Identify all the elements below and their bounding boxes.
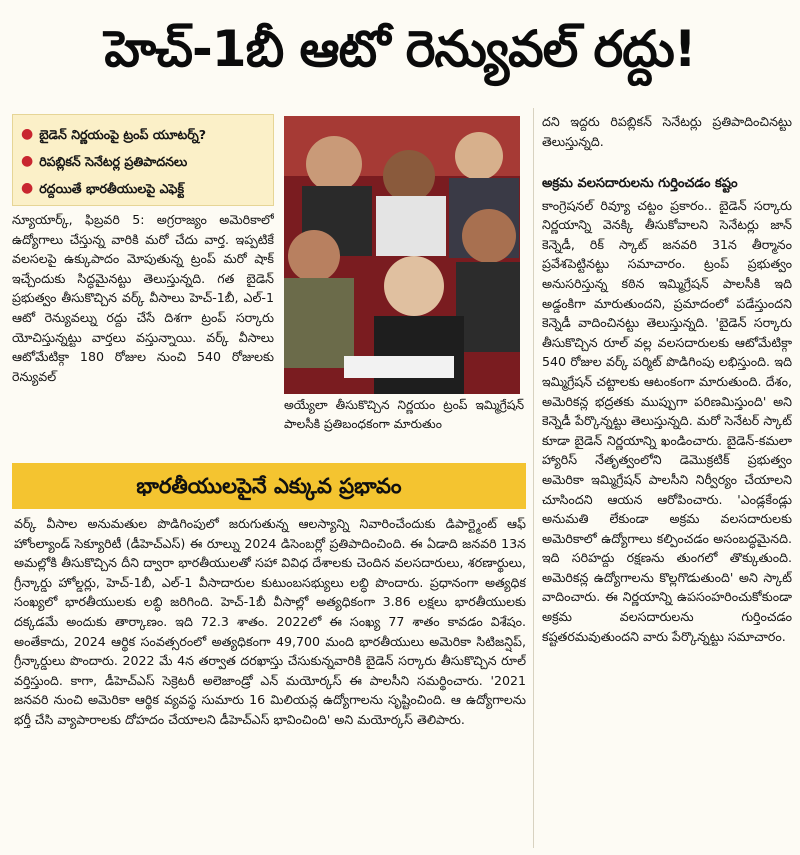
highlight-text: బైడెన్ నిర్ణయంపై ట్రంప్ యూటర్న్? [39, 127, 207, 142]
right-paragraph: కాంగ్రెషనల్ రివ్యూ చట్టం ప్రకారం.. బైడెన్ సర్కారు నిర్ణయాన్ని వెనక్కి తీసుకోవాలని సెనేటర్లు జాన్ కెన్నెడీ, రిక్ స్కాట్ జనవరి 31న తీర్మానం ప్రవేశపెట్టినట్టు సమాచారం. ట్రంప్ ప్రభుత్వం అనుసరిస్తున్న కఠిన ఇమ్మిగ్రేషన్ పాలసీకి ఇది అడ్డంకిగా మారుతుందని, ప్రమాదంలో పడేస్తుందని కెన్నెడీ వాదించినట్టు తెలుస్తున్నది. 'బైడెన్ సర్కారు తీసుకొచ్చిన రూల్ వల్ల వలసదారులకు ఆటోమేటిక్గా 540 రోజుల వర్క్ పర్మిట్ పొడిగింపు లభిస్తుంది. ఇది ఇమ్మిగ్రేషన్ చట్టాలకు ఆటంకంగా మారుతుంది. దేశం, అమెరికన్ల భద్రతకు ముప్పుగా పరిణమిస్తుంది' అని కెన్నెడీ పేర్కొన్నట్టు తెలుస్తున్నది. మరో సెనేటర్ స్కాట్ కూడా బైడెన్ నిర్ణయాన్ని ఖండించారు. బైడెన్-కమలా హ్యారిస్ నేతృత్వంలోని డెమొక్రటిక్ ప్రభుత్వం అమెరికా ఇమ్మిగ్రేషన్ పాలసీని నిర్వీర్యం చేయాలని చూసిందని ఆయన ఆరోపించారు. 'ఎండ్లకేండ్లు అనుమతి లేకుండా అక్రమ వలసదారులకు అమెరికాలో ఉద్యోగాలు కల్పించడం అసంబద్ధమైనది. ఇది సరిహద్దు రక్షణను తుంగలో తొక్కుతుంది. అమెరికన్ల ఉద్యోగాలను కొల్లగొడుతుంది' అని స్కాట్ వాదించారు. ఈ నిర్ణయాన్ని ఉపసంహరించుకోకుండా అక్రమ వలసదారులను గుర్తించడం కష్టతరమవుతుందని వారు పేర్కొన్నట్టు సమాచారం. [542, 197, 792, 644]
highlight-text: రద్దయితే భారతీయులపై ఎఫెక్ట్ [39, 181, 185, 196]
body-paragraph: వర్క్ వీసాల అనుమతుల పొడిగింపులో జరుగుతున్న ఆలస్యాన్ని నివారించేందుకు డిపార్ట్మెంట్ ఆఫ్ హోంల్యాండ్ సెక్యూరిటీ (డీహెచ్ఎస్) ఈ రూల్ను 2024 డిసెంబర్లో ప్రతిపాదించింది. ఈ ఏడాది జనవరి 13న అమల్లోకి తీసుకొచ్చిన దీని ద్వారా భారతీయులతో సహా వివిధ దేశాలకు చెందిన వలసదారులు, శరణార్థులు, గ్రీన్కార్డు హోల్డర్లు, హెచ్-1బీ, ఎల్-1 వీసాదారుల కుటుంబసభ్యులు లబ్ధి పొందారు. ప్రధానంగా అత్యధిక సంఖ్యలో భారతీయులకు లబ్ధి జరిగింది. హెచ్-1బీ వీసాల్లో అత్యధికంగా 3.86 లక్షలు భారతీయులకు దక్కడమే అందుకు తార్కాణం. ఇది 72.3 శాతం. 2022లో ఈ సంఖ్య 77 శాతం కావడం విశేషం. అంతేకాదు, 2024 ఆర్థిక సంవత్సరంలో అత్యధికంగా 49,700 మంది భారతీయులు అమెరికా సిటిజన్షిప్, గ్రీన్కార్డులు పొందారు. 2022 మే 4న తర్వాత దరఖాస్తు చేసుకున్నవారికి బైడెన్ సర్కారు తీసుకొచ్చిన రూల్ వర్తిస్తుంది. కాగా, డీహెచ్ఎస్ సెక్రెటరీ అలెజాండ్రో ఎన్ మయోర్కస్ ఈ పాలసీని సమర్థించారు. '2021 జనవరి నుంచి అమెరికా ఆర్థిక వ్యవస్థ సుమారు 16 మిలియన్ల ఉద్యోగాలను సృష్టించింది. ఆ ఉద్యోగాలను భర్తీ చేసి వ్యాపారాలకు దోహదం చేయాలని డీహెచ్ఎస్ భావించింది' అని మయోర్కస్ తెలిపారు. [14, 516, 526, 727]
highlight-item [21, 148, 267, 175]
lead-paragraph: న్యూయార్క్, ఫిబ్రవరి 5: అగ్రరాజ్యం అమెరికాలో ఉద్యోగాలు చేస్తున్న వారికి మరో చేదు వార్త. ఇప్పటికే వలసలపై ఉక్కుపాదం మోపుతున్న ట్రంప్ మరో షాక్ ఇచ్చేందుకు సిద్ధమైనట్టు తెలుస్తున్నది. గత బైడెన్ ప్రభుత్వం తీసుకొచ్చిన వర్క్ వీసాలు హెచ్-1బీ, ఎల్-1 ఆటో రెన్యువల్ను రద్దు చేసే దిశగా ట్రంప్ సర్కారు యోచిస్తున్నట్టు వార్తలు వస్తున్నాయి. వర్క్ వీసాలు ఆటోమేటిక్గా 180 రోజుల నుంచి 540 రోజులకు రెన్యువల్ [12, 212, 274, 384]
subheading: భారతీయులపైనే ఎక్కువ ప్రభావం [12, 463, 526, 509]
highlight-item [21, 175, 267, 202]
photo-caption: అయ్యేలా తీసుకొచ్చిన నిర్ణయం ట్రంప్ ఇమ్మిగ్రేషన్ పాలసీకి ప్రతిబంధకంగా మారుతుం [284, 398, 524, 431]
highlight-text: రిపబ్లికన్ సెనేటర్ల ప్రతిపాదనలు [39, 154, 188, 169]
highlights-box [12, 114, 274, 206]
highlight-item [21, 121, 267, 148]
section-heading: అక్రమ వలసదారులను గుర్తించడం కష్టం [542, 176, 738, 191]
students-photo [284, 116, 520, 394]
bullet-icon: ● [21, 126, 34, 142]
column-divider [533, 108, 534, 848]
right-column [542, 174, 792, 846]
bullet-icon: ● [21, 180, 34, 196]
right-top-paragraph: దని ఇద్దరు రిపబ్లికన్ సెనేటర్లు ప్రతిపాదించినట్టు తెలుస్తున్నది. [542, 114, 792, 149]
headline: హెచ్-1బీ ఆటో రెన్యువల్ రద్దు! [104, 20, 696, 78]
bullet-icon: ● [21, 153, 34, 169]
